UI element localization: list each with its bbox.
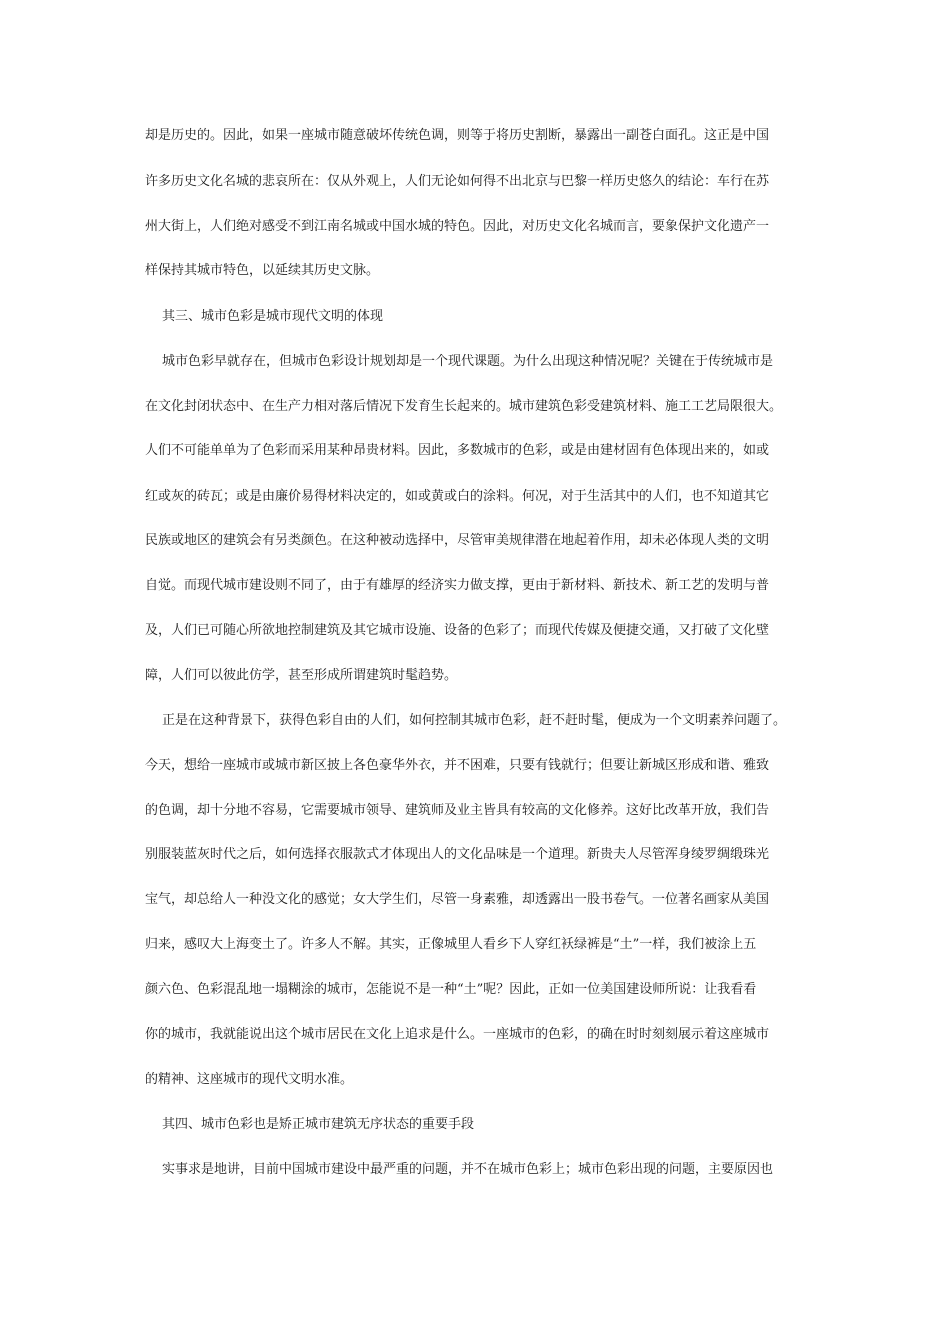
section-heading: 其三、城市色彩是城市现代文明的体现 [162, 309, 384, 324]
text-line: 障，人们可以彼此仿学，甚至形成所谓建筑时髦趋势。 [145, 668, 458, 683]
text-line: 却是历史的。因此，如果一座城市随意破坏传统色调，则等于将历史割断，暴露出一副苍白面孔。这正是中国 [145, 128, 770, 143]
text-line: 的精神、这座城市的现代文明水准。 [145, 1072, 354, 1087]
text-line: 在文化封闭状态中、在生产力相对落后情况下发育生长起来的。城市建筑色彩受建筑材料、施工工艺局限很大。 [145, 399, 783, 414]
text-line: 州大街上，人们绝对感受不到江南名城或中国水城的特色。因此，对历史文化名城而言，要象保护文化遗产一 [145, 219, 770, 234]
text-line: 城市色彩早就存在，但城市色彩设计规划却是一个现代课题。为什么出现这种情况呢？关键在于传统城市是 [162, 354, 774, 369]
text-line: 民族或地区的建筑会有另类颜色。在这种被动选择中，尽管审美规律潜在地起着作用，却未必体现人类的文明 [145, 533, 770, 548]
text-line: 别服装蓝灰时代之后，如何选择衣服款式才体现出人的文化品味是一个道理。新贵夫人尽管浑身绫罗绸缎珠光 [145, 847, 770, 862]
text-line: 红或灰的砖瓦；或是由廉价易得材料决定的，如或黄或白的涂料。何况，对于生活其中的人们，也不知道其它 [145, 489, 770, 504]
text-line: 你的城市，我就能说出这个城市居民在文化上追求是什么。一座城市的色彩，的确在时时刻刻展示着这座城市 [145, 1027, 770, 1042]
section-heading: 其四、城市色彩也是矫正城市建筑无序状态的重要手段 [162, 1117, 475, 1132]
text-line: 的色调，却十分地不容易，它需要城市领导、建筑师及业主皆具有较高的文化修养。这好比改革开放，我们告 [145, 803, 770, 818]
text-line: 颜六色、色彩混乱地一塌糊涂的城市，怎能说不是一种“土”呢？因此，正如一位美国建设师所说：让我看看 [145, 982, 757, 997]
text-line: 样保持其城市特色，以延续其历史文脉。 [145, 263, 380, 278]
text-line: 人们不可能单单为了色彩而采用某种昂贵材料。因此，多数城市的色彩，或是由建材固有色体现出来的，如或 [145, 443, 770, 458]
text-line: 自觉。而现代城市建设则不同了，由于有雄厚的经济实力做支撑，更由于新材料、新技术、新工艺的发明与普 [145, 578, 770, 593]
text-line: 实事求是地讲，目前中国城市建设中最严重的问题，并不在城市色彩上；城市色彩出现的问题，主要原因也 [162, 1162, 774, 1177]
text-line: 归来，感叹大上海变土了。许多人不解。其实，正像城里人看乡下人穿红袄绿裤是“土”一样，我们被涂上五 [145, 937, 757, 952]
text-line: 正是在这种背景下，获得色彩自由的人们，如何控制其城市色彩，赶不赶时髦，便成为一个文明素养问题了。 [162, 713, 787, 728]
text-line: 今天，想给一座城市或城市新区披上各色豪华外衣，并不困难，只要有钱就行；但要让新城区形成和谐、雅致 [145, 758, 770, 773]
text-line: 宝气，却总给人一种没文化的感觉；女大学生们，尽管一身素雅，却透露出一股书卷气。一位著名画家从美国 [145, 892, 770, 907]
text-line: 许多历史文化名城的悲哀所在：仅从外观上，人们无论如何得不出北京与巴黎一样历史悠久的结论：车行在苏 [145, 174, 770, 189]
text-line: 及，人们已可随心所欲地控制建筑及其它城市设施、设备的色彩了；而现代传媒及便捷交通，又打破了文化壁 [145, 623, 770, 638]
